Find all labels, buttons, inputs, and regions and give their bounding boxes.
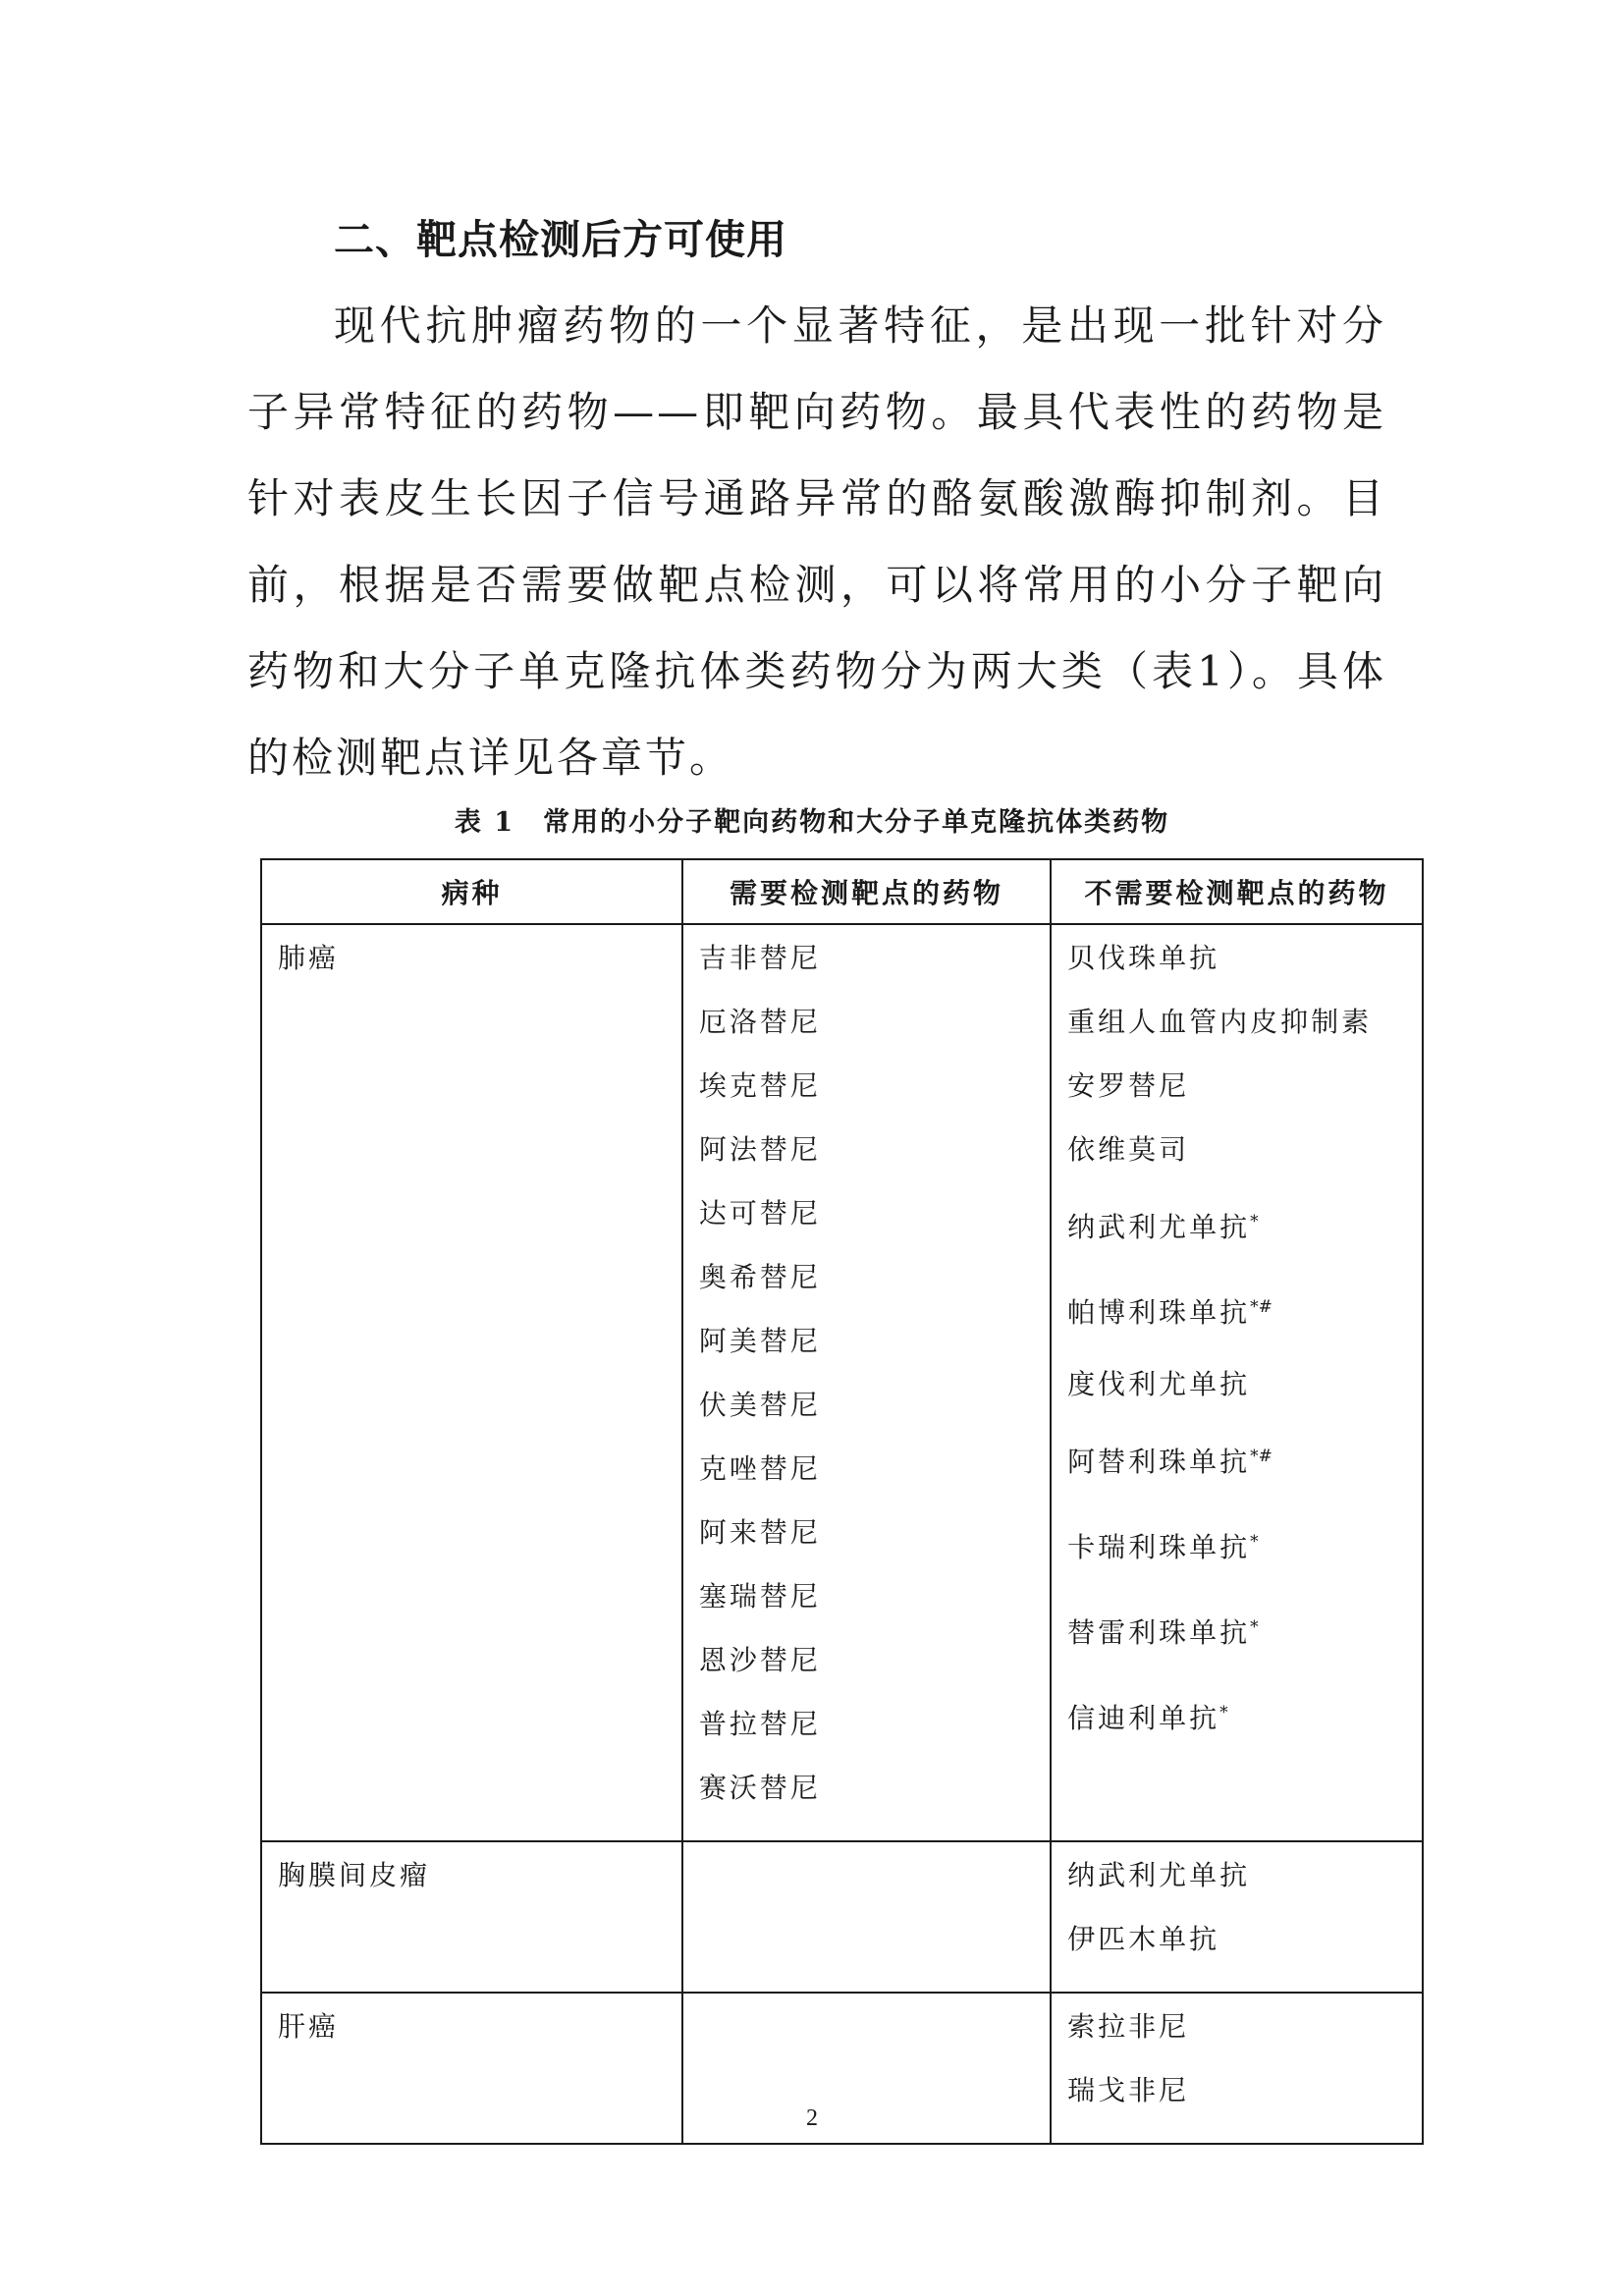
drug-item bbox=[1067, 1128, 1406, 1192]
drug-item bbox=[1067, 1065, 1406, 1128]
drug-label: 贝伐珠单抗 bbox=[1067, 942, 1220, 974]
no-testing-cell bbox=[1051, 1841, 1423, 1993]
header-disease: 病种 bbox=[261, 859, 682, 924]
drug-item: 伏美替尼 bbox=[698, 1389, 821, 1421]
header-need-testing: 需要检测靶点的药物 bbox=[682, 859, 1051, 924]
drug-item: 塞瑞替尼 bbox=[698, 1580, 821, 1613]
drug-table bbox=[260, 858, 1424, 2145]
drug-label: 纳武利尤单抗 bbox=[1067, 1211, 1251, 1243]
footnote-mark: * bbox=[1250, 1617, 1259, 1637]
drug-label: 度伐利尤单抗 bbox=[1067, 1368, 1251, 1400]
footnote-mark: * bbox=[1250, 1212, 1259, 1231]
drug-item bbox=[1067, 1683, 1406, 1769]
drug-item: 达可替尼 bbox=[698, 1197, 821, 1230]
drug-label: 帕博利珠单抗 bbox=[1067, 1296, 1251, 1329]
drug-item bbox=[1067, 1918, 1406, 1982]
drug-label: 纳武利尤单抗 bbox=[1067, 1859, 1251, 1891]
drug-item bbox=[1067, 1363, 1406, 1427]
disease-cell bbox=[261, 1841, 682, 1993]
section-heading: 二、靶点检测后方可使用 bbox=[334, 216, 787, 263]
footnote-mark: *# bbox=[1250, 1297, 1272, 1317]
footnote-mark: * bbox=[1219, 1703, 1228, 1722]
drug-item: 赛沃替尼 bbox=[698, 1772, 821, 1804]
page-number: 2 bbox=[806, 2105, 818, 2131]
drug-name bbox=[1067, 1697, 1228, 1740]
need-testing-cell bbox=[682, 1841, 1051, 1993]
drug-item: 厄洛替尼 bbox=[698, 1006, 821, 1038]
drug-label: 阿替利珠单抗 bbox=[1067, 1446, 1251, 1478]
drug-name bbox=[1067, 1291, 1272, 1335]
drug-name bbox=[1067, 1006, 1372, 1038]
drug-label: 依维莫司 bbox=[1067, 1133, 1190, 1166]
table-row bbox=[261, 924, 1423, 1841]
drug-name bbox=[1067, 1133, 1189, 1166]
drug-name bbox=[1067, 2010, 1189, 2043]
drug-item: 克唑替尼 bbox=[698, 1452, 821, 1485]
disease-cell bbox=[261, 924, 682, 1841]
drug-item bbox=[1067, 937, 1406, 1001]
disease-name: 胸膜间皮瘤 bbox=[278, 1859, 431, 1891]
intro-paragraph: 现代抗肿瘤药物的一个显著特征，是出现一批针对分子异常特征的药物——即靶向药物。最具代表性的药物是针对表皮生长因子信号通路异常的酪氨酸激酶抑制剂。目前，根据是否需要做靶点检测，可以将常用的小分子靶向药物和大分子单克隆抗体类药物分为两大类（表1）。具体的检测靶点详见各章节。 bbox=[247, 301, 1386, 782]
drug-name bbox=[1067, 2074, 1189, 2106]
table-row bbox=[261, 1841, 1423, 1993]
table-body bbox=[261, 924, 1423, 2144]
drug-name bbox=[1067, 942, 1219, 974]
drug-item: 阿美替尼 bbox=[698, 1325, 821, 1357]
disease-name: 肝癌 bbox=[278, 2010, 340, 2043]
table-header-row bbox=[261, 859, 1423, 924]
drug-name bbox=[1067, 1923, 1219, 1955]
drug-label: 卡瑞利珠单抗 bbox=[1067, 1531, 1251, 1563]
drug-label: 替雷利珠单抗 bbox=[1067, 1616, 1251, 1649]
drug-name bbox=[1067, 1612, 1259, 1655]
drug-label: 信迪利单抗 bbox=[1067, 1702, 1220, 1734]
drug-label: 重组人血管内皮抑制素 bbox=[1067, 1006, 1373, 1038]
drug-item: 阿法替尼 bbox=[698, 1133, 821, 1166]
no-testing-cell bbox=[1051, 924, 1423, 1841]
drug-item: 埃克替尼 bbox=[698, 1069, 821, 1102]
drug-item bbox=[1067, 1427, 1406, 1512]
drug-item: 阿来替尼 bbox=[698, 1516, 821, 1549]
drug-item bbox=[1067, 1854, 1406, 1918]
drug-name bbox=[1067, 1069, 1189, 1102]
drug-label: 伊匹木单抗 bbox=[1067, 1923, 1220, 1955]
drug-item: 吉非替尼 bbox=[698, 942, 821, 974]
drug-name bbox=[1067, 1368, 1250, 1400]
drug-name bbox=[1067, 1859, 1250, 1891]
drug-name bbox=[1067, 1441, 1272, 1484]
drug-name bbox=[1067, 1526, 1259, 1569]
drug-item: 恩沙替尼 bbox=[698, 1644, 821, 1676]
drug-item: 普拉替尼 bbox=[698, 1708, 821, 1740]
header-no-testing: 不需要检测靶点的药物 bbox=[1051, 859, 1423, 924]
drug-label: 安罗替尼 bbox=[1067, 1069, 1190, 1102]
disease-name: 肺癌 bbox=[278, 942, 340, 974]
drug-item: 奥希替尼 bbox=[698, 1261, 821, 1293]
drug-item bbox=[1067, 1001, 1406, 1065]
footnote-mark: * bbox=[1250, 1532, 1259, 1552]
drug-item bbox=[1067, 1512, 1406, 1598]
drug-item bbox=[1067, 2005, 1406, 2069]
drug-item bbox=[1067, 1192, 1406, 1278]
table-caption: 表 1 常用的小分子靶向药物和大分子单克隆抗体类药物 bbox=[454, 807, 1170, 838]
drug-label: 索拉非尼 bbox=[1067, 2010, 1190, 2043]
drug-item bbox=[1067, 1278, 1406, 1363]
need-testing-cell bbox=[682, 924, 1051, 1841]
drug-name bbox=[1067, 1206, 1259, 1249]
footnote-mark: *# bbox=[1250, 1447, 1272, 1466]
drug-item bbox=[1067, 1598, 1406, 1683]
drug-label: 瑞戈非尼 bbox=[1067, 2074, 1190, 2106]
